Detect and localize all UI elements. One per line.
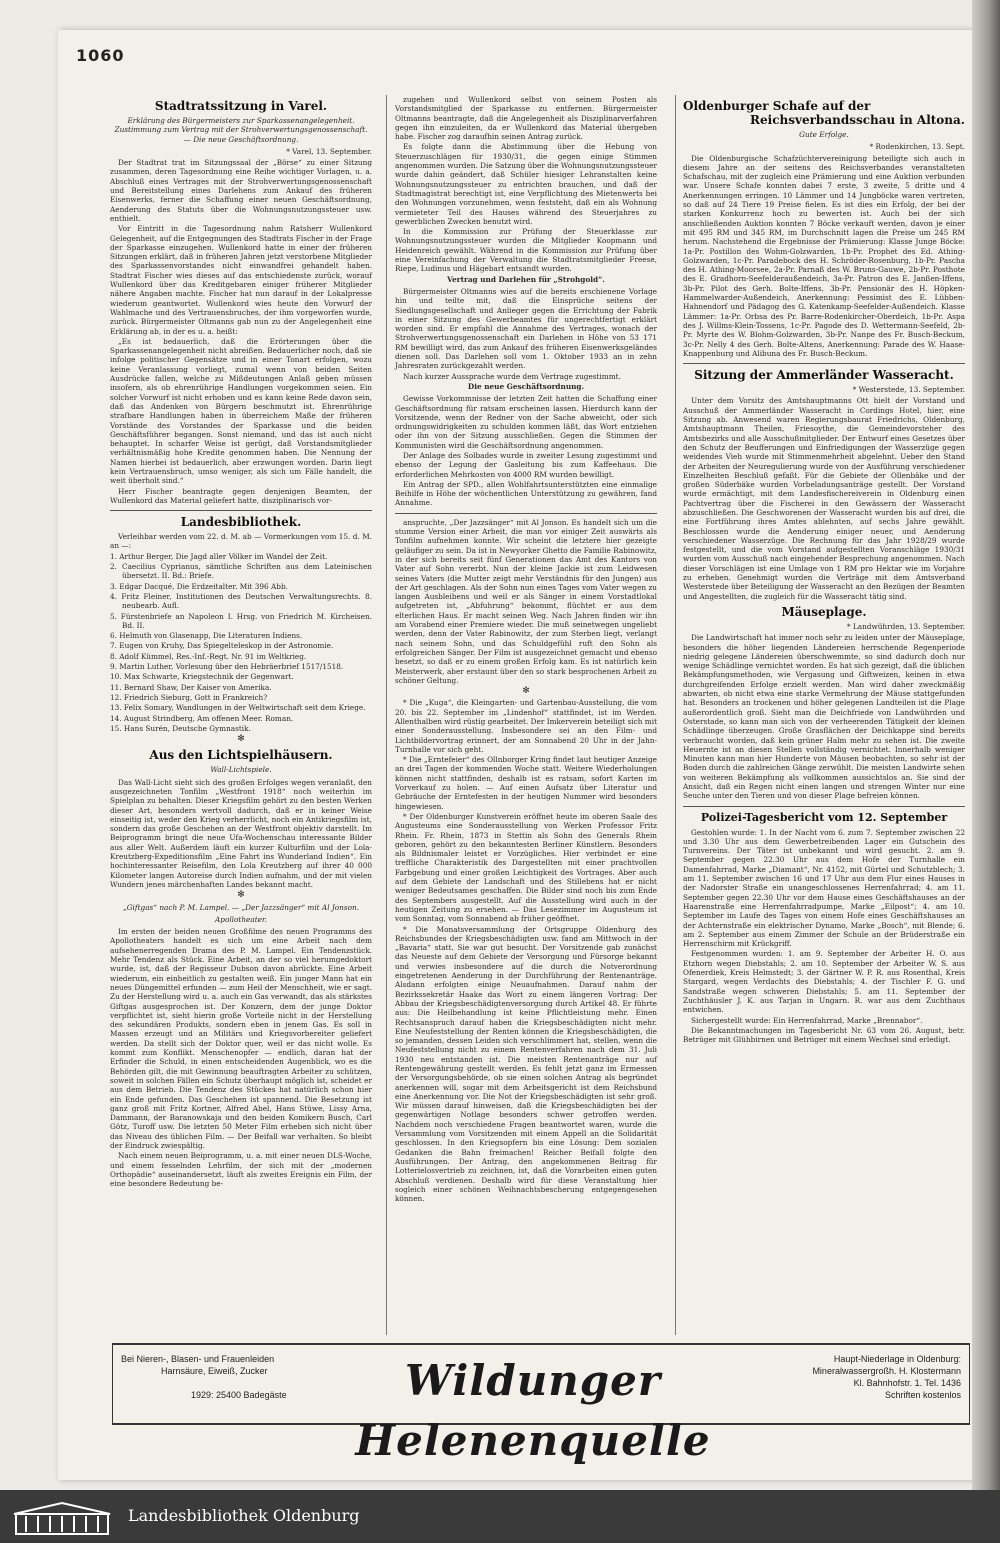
section-rule <box>683 363 965 364</box>
article-paragraph: Die Landwirtschaft hat immer noch sehr zu leiden unter der Mäuseplage, besonders die höher liegenden Ländereien herrschende Regenperiode niedrig gelegene Ländereien überschwemmte, so sind dadurch doch nur wenige Schädlinge vernichtet worden. Es hat sich gezeigt, daß die üblichen Bekämpfungsmethoden, wie Vergasung und Giftweizen, keinen in etwa durchgreifenden Erfolge erzielt werden. Man wird daher zweckmäßig abwarten, ob nicht etwa eine starke Vermehrung der Mäuse stattgefunden hat. Besonders an trockenen und höher gelegenen Landteilen ist die Plage außerordentlich groß. Sieht man die Deichfriede von Landwührden und Osterstade, so kann man sich von der verheerenden Tätigkeit der kleinen Schädlinge überzeugen. Große Grasflächen der Deichkappe sind bereits verbraucht worden, daß kein grüner Halm mehr zu sehen ist. Die zweite Heuernte ist an diesen Stellen vollständig vernichtet. Innerhalb weniger Minuten kann man hier Hunderte von Mäusen beobachten, so sehr ist der Boden durch die zahlreichen Gänge zerwühlt. Die meisten Landwirte sehen von weiteren Bekämpfung als vollkommen aussichtslos an. Sie sind der Ansicht, daß ein Regen nicht einen langen und strengen Winter nur eine Seuche unter den Tieren und von dieser Plage befreien können. <box>683 633 965 801</box>
article-paragraph: Verleihbar werden vom 22. d. M. ab — Vormerkungen vom 15. d. M. an —: <box>110 532 372 551</box>
ad-line: Schriften kostenlos <box>884 1390 961 1400</box>
book-list-item: 14. August Strindberg, Am offenen Meer. Roman. <box>110 713 294 723</box>
column-1 <box>110 95 372 1189</box>
dateline: * Landwührden, 13. September. <box>846 621 965 631</box>
separator-star: ✻ <box>522 686 530 697</box>
subheadline: Gute Erfolge. <box>799 130 849 139</box>
dateline: * Westerstede, 13. September. <box>852 385 965 395</box>
book-list-item: 12. Friedrich Sieburg, Gott in Frankreich? <box>110 692 268 702</box>
article-paragraph: Gestohlen wurde: 1. In der Nacht vom 6. zum 7. September zwischen 22 und 3.30 Uhr aus dem Gewerbetreibenden Lager ein Gutschein des Turnvereins. Der Täter ist unbekannt und wird gesucht. 2. am 9. September gegen 22.30 Uhr aus dem Hofe der Turnhalle ein Damenfahrrad, Marke „Diamant“, Nr. 4152, mit Gürtel und Schutzblech; 3. am 11. September zwischen 16 und 17 Uhr aus dem Flur eines Hauses in der Nadorster Straße ein unangeschlossenes Herrenfahrrad; 4. am 11. September gegen 22.30 Uhr vor dem Hause eines Geschäftshauses an der Haarenstraße eine Herrenfahrradpumpe, Marke „Eilpost“; 4. am 10. September im Laufe des Tages von einem Hofe eines Geschäftshauses an der Achternstraße ein elektrischer Dynamo, Marke „Bosch“, mit Blende; 6. am 2. September aus einem Zimmer der Schule an der Brüderstraße ein Herrenschirm mit Krückgriff. <box>683 827 965 949</box>
article-paragraph: Der Stadtrat trat im Sitzungssaal der „Börse“ zu einer Sitzung zusammen, deren Tagesordnung eine Reihe wichtiger Vorlagen, u. a. Abschluß eines Vertrages mit der Strohverwertungsgenossenschaft und Bereitstellung eines Darlehens zum Ankauf des früheren Eisenwerks, ferner die Schaffung einer neuen Geschäftsordnung, Aenderung des Statuts über die Wohnungsnutzungssteuer usw. enthielt. <box>110 158 372 223</box>
book-list-item: 5. Fürstenbriefe an Napoleon I. Hrsg. von Friedrich M. Kircheisen. Bd. II. <box>110 611 372 630</box>
article-paragraph: Nach kurzer Aussprache wurde dem Vertrage zugestimmt. <box>403 371 621 381</box>
subheadline: Apollotheater. <box>215 914 267 924</box>
subheadline: Vertrag und Darlehen für „Strohgold“. <box>447 274 605 284</box>
section-rule <box>683 806 965 807</box>
ad-left-text <box>121 1353 287 1401</box>
subheadline: Erklärung des Bürgermeisters zur Sparkassenangelegenheit. Zustimmung zum Vertrag mit der Strohverwertungsgenossenschaft. — Die neue Geschäftsordnung. <box>114 116 368 144</box>
subheadline: Wall-Lichtspiele. <box>210 765 272 775</box>
article-paragraph: Vor Eintritt in die Tagesordnung nahm Ratsherr Wullenkord Gelegenheit, auf die Entgegnungen des Stadtrats Fischer in der Frage der Sparkasse einzugehen. Wullenkord hatte in einer der früheren Sitzungen erklärt, daß in früheren Jahren jetzt verstorbene Mitglieder des Sparkassenvorstandes nicht einwandfrei gehandelt haben. Stadtrat Fischer wies dieses auf das entschiedenste zurück, worauf Wullenkord über das Kreditgebaren einiger früherer Mitglieder nähere Angaben machte. Fischer hat nun darauf in der Lokalpresse wiederum geantwortet. Wullenkord wies heute den Vorwurf der Wahlmache und des Vertrauensbruches, der ihm vorgeworfen wurde, zurück. Bürgermeister Oltmanns gab nun zu der Angelegenheit eine Erklärung ab, in der es u. a. heißt: <box>110 224 372 336</box>
book-list-item: 11. Bernard Shaw, Der Kaiser von Amerika. <box>110 682 272 692</box>
library-footer-bar <box>0 1490 1000 1543</box>
book-list-item: 10. Max Schwarte, Kriegstechnik der Gegenwart. <box>110 672 294 682</box>
headline-stadtratssitzung: Stadtratssitzung in Varel. <box>154 99 328 113</box>
ad-line: Mineralwassergroßh. H. Klostermann <box>812 1366 961 1376</box>
article-paragraph: Die Bekanntmachungen im Tagesbericht Nr. 63 vom 26. August, betr. Betrüger mit Glühbirnen und Betrüger mit einem Wechsel sind erledigt. <box>683 1025 965 1045</box>
book-list-item: 7. Eugen von Kruhy, Das Spiegelteleskop in der Astronomie. <box>110 641 334 651</box>
separator-star: ✻ <box>237 890 245 901</box>
library-building-icon <box>10 1500 114 1536</box>
page-number: 1060 <box>76 46 125 65</box>
article-paragraph: Herr Fischer beantragte gegen denjenigen Beamten, der Wullenkord das Material geliefert hatte, disziplinarisch vor- <box>110 486 372 505</box>
book-list-item: 1. Arthur Berger, Die Jagd aller Völker im Wandel der Zeit. <box>110 551 328 561</box>
book-list-item: 8. Adolf Kümmel, Res.-Inf.-Regt. Nr. 91 im Weltkrieg. <box>110 651 307 661</box>
book-list-item: 6. Helmuth von Glasenapp, Die Literaturen Indiens. <box>110 631 303 641</box>
article-paragraph: Gewisse Vorkommnisse der letzten Zeit hatten die Schaffung einer Geschäftsordnung für ratsam erscheinen lassen. Hierdurch kann der Vorsitzende, wenn der Redner von der Sache abweicht, oder sich ordnungswidrigkeiten zu schulden kommen läßt, das Wort entziehen oder ihn von der Sitzung ausschließen. Gegen die Stimmen der Kommunisten wird die Geschäftsordnung angenommen. <box>395 394 657 450</box>
article-paragraph: anspruchte, „Der Jazzsänger“ mit Al Jonson. Es handelt sich um die stumme Version einer Arbeit, die man vor einiger Zeit auswärts als Tonfilm aufnehmen konnte. Wir scheint die letztere hier gezeigte geläufiger zu sein. Da ist in Newyorker Ghetto die Familie Rabinowitz, in der sich bereits seit fünf Generationen das Amt des Kantors von Vater auf Sohn vererbt. Nun der kleine Jackie ist zum Leidwesen seines Vaters (die Mutter zeigt mehr Verständnis für den Jungen) aus der Art geschlagen. Als der Sohn nun eines Tages vom Vater wegen zu langen Ausbleibens und weil er als Sänger in einem Vorstadtlokal aufgetreten ist, „Abfuhrung“ bekommt, flüchtet er aus dem elterlichen Haus. Er macht seinen Weg. Nach Jahren finden wir ihn am Vorabend einer Premiere wieder. Die muß seinetwegen ungeliebt werden, denn der Vater Rabinowitz, der zum Sterben liegt, verlangt nach seinem Sohn, und das Schuldgefühl ruft den Sohn als erfolgreichen Sänger. Der Film ist ausgezeichnet gemacht und ebenso besetzt, so daß er zu einem großen Erfolg kam. Es ist natürlich kein Meisterwerk, aber erstaunt über den so stark besprochenen Arbeit zu schöner Geltung. <box>395 517 657 685</box>
headline-maeuseplage: Mäuseplage. <box>781 604 867 619</box>
article-paragraph: In die Kommission zur Prüfung der Steuerklasse zur Wohnungsnutzungssteuer wurden die Mitglieder Koopmann und Heidenreich gewählt. Während in die Kommission zur Prüfung über eine Vereinfachung der Verwaltung die Stadtratsmitglieder Freese, Riepe, Ludinus und Hägebart entsandt wurden. <box>395 227 657 274</box>
ad-line: 1929: 25400 Badegäste <box>191 1390 287 1400</box>
article-paragraph: * Der Oldenburger Kunstverein eröffnet heute im oberen Saale des Augusteums eine Sonderausstellung von Werken Professor Fritz Rhein. Fr. Rhein, 1873 in Stettin als Sohn des Generals Rhein geboren, gehört zu den bekanntesten Berliner Künstlern. Besonders als Bildnismaler leistet er Vorzügliches. Hier verbindet er eine treffliche Charakteristik des Dargestellten mit einer prachtvollen Farbgebung und einer großen Leichtigkeit des Vortrages. Aber auch auf dem Gebiete der Landschaft und des Stillebens hat er nicht weniger Bedeutsames geschaffen. Die Bilder sind noch bis zum Ende des Septembers ausgestellt. Auf die Ausstellung wird auch in der heutigen Zeitung zu ersehen. — Das Lesezimmer im Augusteum ist vom Sonntag, vom Sonnabend ab früher geöffnet. <box>395 811 657 924</box>
separator-star: ✻ <box>237 734 245 745</box>
book-list-item: 13. Felix Somary, Wandlungen in der Weltwirtschaft seit dem Kriege. <box>110 703 366 713</box>
subheadline: „Giftgas“ nach P. M. Lampel. — „Der Jazzsänger“ mit Al Jonson. <box>122 902 360 912</box>
book-list <box>110 552 372 733</box>
article-paragraph: Festgenommen wurden: 1. am 9. September der Arbeiter H. O. aus Etzhorn wegen Diebstahls; 2. am 10. September der Arbeiter W. S. aus Ofenerdiek, Kreis Helmstedt; 3. der Gärtner W. P. R. aus Rosenthal, Kreis Stargard, wegen Verdachts des Diebstahls; 4. der Tischler F. G. und Sandstraße wegen schweren Diebstahls; 5. am 11. September der Zuchthäusler J. K. aus Tarjan in Ungarn. R. war aus dem Zuchthaus entwichen. <box>683 949 965 1015</box>
headline-polizei: Polizei-Tagesbericht vom 12. September <box>700 810 948 824</box>
article-paragraph: Die Oldenburgische Schafzüchtervereinigung beteiligte sich auch in diesem Jahre an der seitens des Reichsverbandes veranstalteten Schafschau, mit der zugleich eine Prämierung und eine Auktion verbunden war. Unsere Schafe konnten dabei 7 erste, 3 zweite, 5 dritte und 4 Anerkennungen erringen. 10 Lämmer und 14 Jungböcke waren vertreten, so daß auf 24 Tiere 19 Preise fielen. Es ist dies ein Erfolg, der bei der starken Konkurrenz hoch zu bewerten ist. Auch bei der sich anschließenden Auktion konnten 7 Böcke verkauft werden, davon je einer mit 495 RM und 345 RM, im Durchschnitt lagen die Preise um 245 RM herum. Nachstehend die Ergebnisse der Prämierung: Klasse Junge Böcke: 1a-Pr. Postillon des Wohm-Golzwarden, 1b-Pr. Prophet des Ed. Athing-Golzwarden, 1c-Pr. Paradebock des H. Schröder-Rosenburg, 1b-Pr. Pascha des H. Athing-Moorsee, 2a-Pr. Parnaß des W. Bruns-Gauwe, 2b-Pr. Posthote des E. Gradhorn-Seefelderaußendeich, 3a-Pr. Patron des E. Janßen-Iffens, 3b-Pr. Pilot des Gerh. Bolte-Iffens, 3b-Pr. Pensionär des H. Höpken-Hammelwarder-Außendeich, Anerkennung: Pessimist des E. Lübben-Hahnendorf und Pädagog des G. Katenkamp-Seefelder-Außendeich. Klasse Lämmer: 1a-Pr. Orbsa des Pr. Barre-Rodenkircher-Oberdeich, 1b-Pr. Aspa des J. Willms-Klein-Tossens, 1c-Pr. Pagode des D. Wettermann-Seefeld, 2b-Pr. Myrte des W. Blohm-Golzwarden, 3b-Pr. Nanpe des Fr. Busch-Beckum, 3c-Pr. Nelly 4 des Gerh. Bolte-Altens, Anerkennung: Parade des W. Haase-Knappenburg und Alibuna des Fr. Busch-Beckum. <box>683 153 965 358</box>
column-divider-1 <box>386 95 387 1335</box>
section-rule <box>110 510 372 511</box>
page-edge-shadow <box>972 0 1000 1490</box>
ad-line: Harnsäure, Eiweiß, Zucker <box>161 1366 268 1376</box>
article-paragraph: * Die „Erntefeier“ des Ollnborger Kring findet laut heutiger Anzeige an drei Tagen der kommenden Woche statt. Weitere Wiederholungen können nicht stattfinden, deshalb ist es ratsam, sofort Karten im Vorverkauf zu holen. — Auf einen Aufsatz über Literatur und Gebräuche der Erntefesten in der heutigen Nummer wird besonders hingewiesen. <box>395 755 657 811</box>
library-footer-label[interactable]: Landesbibliothek Oldenburg <box>128 1506 360 1525</box>
book-list-item: 9. Martin Luther, Vorlesung über den Hebräerbrief 1517/1518. <box>110 662 344 672</box>
section-rule <box>395 513 657 514</box>
article-paragraph: * Die „Kuga“, die Kleingarten- und Gartenbau-Ausstellung, die vom 20. bis 22. September im „Lindenhof“ stattfindet, ist im Werden. Allenthalben wird rüstig gearbeitet. Der Imkerverein beteiligt sich mit einer Sonderausstellung. Insbesondere sei an den Film- und Lichtbildervortrag erinnert, der am Sonnabend 20 Uhr in der Jahn-Turnhalle vor sich geht. <box>395 698 657 754</box>
headline-schafe-line1: Oldenburger Schafe auf der <box>683 99 871 113</box>
ad-brand-wordmark: Wildunger Helenenquelle <box>355 1356 711 1465</box>
article-paragraph: Im ersten der beiden neuen Großfilme des neuen Programms des Apollotheaters handelt es sich um eine Arbeit nach dem aufsehenerregenden Drama des P. M. Lampel. Ein Tendenzstück. Mehr Tendenz als Stück. Eine Arbeit, an der so viel herumgedoktort wurde, ist, daß der Regisseur Dubson davon abrückte. Eine Arbeit wiederum, ein einheitlich zu gestalten weiß. Ein junger Mann hat ein neues Düngemittel erfunden — zum Heil der Menschheit, wie er sagt. Zu der Herstellung wird u. a. auch ein Gas verwandt, das als stärkstes Giftgas ausgesprochen ist. Der Konzern, dem der junge Doktor verpflichtet ist, sieht hierin große Vorteile nicht in der Herstellung des sekundären Produkts, sondern eben in jenem Gas. Es soll in Massen erzeugt und an Militärs und Kriegsvorbereiter geliefert werden. Da stellt sich der Doktor quer, weil er das nicht wolle. Es kommt zum Konflikt. Menschenopfer — endlich, daran hat der Erfinder die Schuld, in einen entscheidenden Augenblick, wo es die Behörden gilt, die mit Gewinnung beauftragten Arbeiter zu schützen, soweit in solchen Fällen ein Schutz überhaupt möglich ist, scheidet er aus dem Betrieb. Die Tendenz des Stückes hat natürlich schon hier ein Ende gefunden. Das Geschehen ist spannend. Die Besetzung ist ganz groß mit Fritz Kortner, Alfred Abel, Hans Stüwe, Lissy Arna, Dammann, der Baranowskaja und den beiden Komikern Busch, Carl Götz, Turoff usw. Die letzten 50 Meter Film erheben sich nicht über das Niveau des üblichen Film. — Der Beifall war verhalten. So bleibt der Eindruck zwiespältig. <box>110 927 372 1150</box>
ad-line: Haupt-Niederlage in Oldenburg: <box>833 1354 961 1364</box>
column-divider-2 <box>675 95 676 1335</box>
book-list-item: 3. Edgar Dacqué, Die Erdzeitalter. Mit 396 Abb. <box>110 581 288 591</box>
book-list-item: 15. Hans Surén, Deutsche Gymnastik. <box>110 723 251 733</box>
article-paragraph: * Die Monatsversammlung der Ortsgruppe Oldenburg des Reichsbundes der Kriegsbeschädigten usw. fand am Mittwoch in der „Bavaria“ statt. Sie war gut besucht. Der Vorsitzende gab zunächst das Neueste auf dem Gebiete der Versorgung und Fürsorge bekannt und verwies insbesondere auf die durch die Notverordnung eingetretenen Aenderung in der Durchführung der Rentenanträge. Alsdann erfolgten einige Neuaufnahmen. Darauf nahm der Bezirkssekretär Haake das Wort zu einem längeren Vortrag: Der Abbau der Kriegsbeschädigtenversorgung durch Artikel 48. Er führte aus: Die Heilbehandlung ist keine Pflichtleistung mehr. Einen Rechtsanspruch darauf haben die Kriegsbeschädigten nicht mehr. Eine Neufeststellung der Renten können die Kriegsbeschädigten, die so jemanden, dessen Leiden sich verschlimmert hat, stellen, wenn die Neufeststellung nicht zu einem Rentenverfahren nach dem 31. Juli 1930 neu entstanden ist. Die meisten Rentenanträge nur auf Rentengewährung gestellt werden. Es fehlt jetzt ganz im Ermessen der Versorgungsbehörde, ob sie einen solchen Antrag als begründet anerkennen will, sogar mit dem Arbeitsgericht ist dem Reichsbund eine Anerkennung vor. Die Not der Kriegsbeschädigten ist sehr groß. Wir müssen darauf hinweisen, daß die Kriegsbeschädigten bei der gegenwärtigen Notlage besonders schwer getroffen werden. Nachdem noch verschiedene Fragen beantwortet waren, wurde die Versammlung vom Vorsitzenden mit einem Appell an die Solidarität geschlossen. In den Kriegsopfern bis eine Lösung: Dem sozialen Gedanken die Bahn freimachen! Reicher Beifall folgte den Ausführungen. Der Antrag, den angekommenen Beitrag für Lotterielosvertrieb zu zeichnen, ist, daß die Vorarbeiten einen guten Abschluß verdienen. Deshalb wird für diese Veranstaltung hier sogleich einer schönen Weihnachtsbescherung entgegengesehen können. <box>395 924 657 1204</box>
headline-schafe-line2: Reichsverbandsschau in Altona. <box>750 113 965 127</box>
ad-line: Bei Nieren-, Blasen- und Frauenleiden <box>121 1354 275 1364</box>
article-paragraph: Das Wall-Licht sieht sich des großen Erfolges wegen veranlaßt, den ausgezeichneten Tonfilm „Westfront 1918“ noch weiterhin im Spielplan zu behalten. Dieser Kriegsfilm gehört zu den besten Werken dieser Art, besonders wertvoll dadurch, daß er in keiner Weise einseitig ist, weder den Krieg verherrlicht, noch ein Antikriegsfilm ist, sondern das große Geschehen an der Westfront objektiv darstellt. Im Beiprogramm bringt die neue Ufa-Wochenschau interessante Bilder aus aller Welt. Außerdem läuft ein kurzer Kulturfilm und der Lola-Kreutzberg-Expeditionsfilm „Eine Fahrt ins Wunderland Indien“. Ein hochinteressanter Reisefilm, den Lola Kreutzberg auf ihrer 40 000 Kilometer langen Autoreise durch Indien aufnahm, und der mit vielen Wundern jenes märchenhaften Landes bekannt macht. <box>110 777 372 889</box>
advertisement-box <box>112 1343 970 1465</box>
article-paragraph: Sichergestellt wurde: Ein Herrenfahrrad, Marke „Brennabor“. <box>691 1015 923 1025</box>
column-2 <box>395 95 657 1204</box>
headline-lichtspiele: Aus den Lichtspielhäusern. <box>149 748 333 763</box>
article-paragraph: Ein Antrag der SPD., allen Wohlfahrtsunterstützten eine einmalige Beihilfe in Höhe der wöchentlichen Unterstützung zu gewähren, fand Annahme. <box>395 479 657 508</box>
article-paragraph: „Es ist bedauerlich, daß die Erörterungen über die Sparkassenangelegenheit nicht abreißen. Bedauerlicher noch, daß sie infolge politischer Gegensätze und in einer Tonart erfolgen, wozu keine Veranlassung vorliegt, zumal wenn von beiden Seiten Ausdrücke fallen, welche zu Mißdeutungen Anlaß geben müssen insofern, als ob ehrenrührige Handlungen vorgekommen seien. Ein solcher Vorwurf ist nicht erhoben und es kann keine Rede davon sein, daß das Andenken von Bürgern beschmutzt ist. Ehrenrührige strafbare Handlungen haben in überreichem Maße der früheren Vorstände des Vorstandes der Sparkasse und die beiden Geschäftsführer begangen. Sonst niemand, und das ist auch nicht behauptet. In scharfer Weise ist gerügt, daß Vorstandsmitglieder verhältnismäßig hohe Kredite genommen haben. Die Nennung der Namen hierbei ist bedauerlich, aber erzwungen worden. Darin liegt kein Vertrauensbruch, umso weniger, als sich um Fälle handelt, die weit überholt sind.“ <box>110 336 372 486</box>
article-paragraph: Bürgermeister Oltmanns wies auf die bereits erschienene Vorlage hin und teilte mit, daß die Einsprüche seitens der Siedlungsgesellschaft und Anlieger gegen die Errichtung der Fabrik in einer Sitzung des Gewerbeamtes für ungerechtfertigt erklärt worden sind. Er empfahl die Annahme des Vertrages, wonach der Strohverwertungsgenossenschaft ein Darlehen in Höhe von 53 171 RM bewilligt wird, das zum Ankauf des früheren Eisenwerksgeländes dienen soll. Das Darlehen soll vom 1. Oktober 1933 an in zehn Jahresraten zurückgezahlt werden. <box>395 286 657 371</box>
article-paragraph: Es folgte dann die Abstimmung über die Hebung von Steuerzuschlägen für 1930/31, die gegen einige Stimmen angenommen wurden. Die Satzung über die Wohnungsnutzungssteuer wurde dahin geändert, daß Schüler hiesiger Lehranstalten keine Wohnungsnutzungssteuer zu entrichten brauchen, und daß der Stadtmagistrat berechtigt ist, eine Verpflichtung des Mietenwerts bei den Wohnungen vorzunehmen, wenn feststeht, daß ein als Wohnung vermieteter Teil des Hauses während des Steuerjahres zu gewerblichen Zwecken benutzt wird. <box>395 142 657 226</box>
article-paragraph: Nach einem neuen Beiprogramm, u. a. mit einer neuen DLS-Woche, und einem fesselnden Lehrfilm, der sich mit der „modernen Orthopädie“ auseinandersetzt, läuft als zweites Ereignis ein Film, der eine besondere Bedeutung be- <box>110 1151 372 1189</box>
headline-wasseracht: Sitzung der Ammerländer Wasseracht. <box>694 368 954 383</box>
column-3 <box>683 95 965 1045</box>
article-paragraph: Der Anlage des Solbades wurde in zweiter Lesung zugestimmt und ebenso der Legung der Gasleitung bis zum Kaffeehaus. Die erforderlichen Mehrkosten von 4000 RM wurden bewilligt. <box>395 450 657 479</box>
dateline: * Rodenkirchen, 13. Sept. <box>869 142 965 152</box>
subheadline: Die neue Geschäftsordnung. <box>467 381 585 391</box>
dateline: * Varel, 13. September. <box>286 146 372 156</box>
article-paragraph: zugehen und Wullenkord selbst von seinem Posten als Vorstandsmitglied der Sparkasse zu entfernen. Bürgermeister Oltmanns beantragte, daß die Angelegenheit als Disziplinarverfahren gegen ihn einzuleiten, da er Wullenkord das Material übergeben habe. Fischer zog daraufhin seinen Antrag zurück. <box>395 95 657 142</box>
article-paragraph: Unter dem Vorsitz des Amtshauptmanns Ott hielt der Vorstand und Ausschuß der Ammerländer Wasseracht in Cordings Hotel, hier, eine Sitzung ab. Anwesend waren Regierungsbaurat Friedrichs, Oldenburg, Amtshauptmann Theilen, Friesoythe, die Gemeindevorsteher des Amtsbezirks und alle Ausschußmitglieder. Der Entwurf eines Gesetzes über den Schutz der Beufferungen und Einfriedigungen der Wasserzüge gegen weidendes Vieh wurde mit Stimmenmehrheit abgelehnt. Ueber den Stand der Arbeiten der Neuregulierung wurde von der Ausführung verschiedener Einzelheiten Beschluß gefaßt. Für die Gebiete der Ollenbäke und der großen Süderbäke wurden Vorbeladungsanträge gestellt. Der Vorstand wurde ermächtigt, mit dem Landesfischereiverein in Oldenburg einen Pachtvertrag über die Fischerei in den Gewässern der Wasseracht abzuschließen. Die Geschworenen der Wasseracht wurden bis auf drei, die eine Fortführung ihres Amtes ablehnten, auf sechs Jahre gewählt. Beschlossen wurde die Aenderung einiger neuer, und Aenderung verschiedener Wasserzüge. Die Rechnung für das Jahr 1928/29 wurde festgestellt, und die vom Vorstand aufgestellten Voranschläge 1930/31 wurden vom Ausschuß nach eingehender Besprechung angenommen. Nach dieser Vorschlägen ist eine Umlage von 1 RM pro Hektar wie im Vorjahre zu erheben. Genehmigt wurden die Verträge mit dem Amtsverband Westerstede über Beteiligung der Wasseracht an den Bezügen der Beamten und Angestellten, die zugleich für die Wasseracht tätig sind. <box>683 396 965 601</box>
ad-line: Kl. Bahnhofstr. 1. Tel. 1436 <box>853 1378 961 1388</box>
book-list-item: 2. Caecilius Cyprianus, sämtliche Schriften aus dem Lateinischen übersetzt. II. Bd.: Briefe. <box>110 562 372 581</box>
headline-landesbibliothek: Landesbibliothek. <box>180 515 302 530</box>
ad-right-text <box>812 1353 961 1401</box>
book-list-item: 4. Fritz Fleiner, Institutionen des Deutschen Verwaltungsrechts. 8. neubearb. Aufl. <box>110 591 372 611</box>
